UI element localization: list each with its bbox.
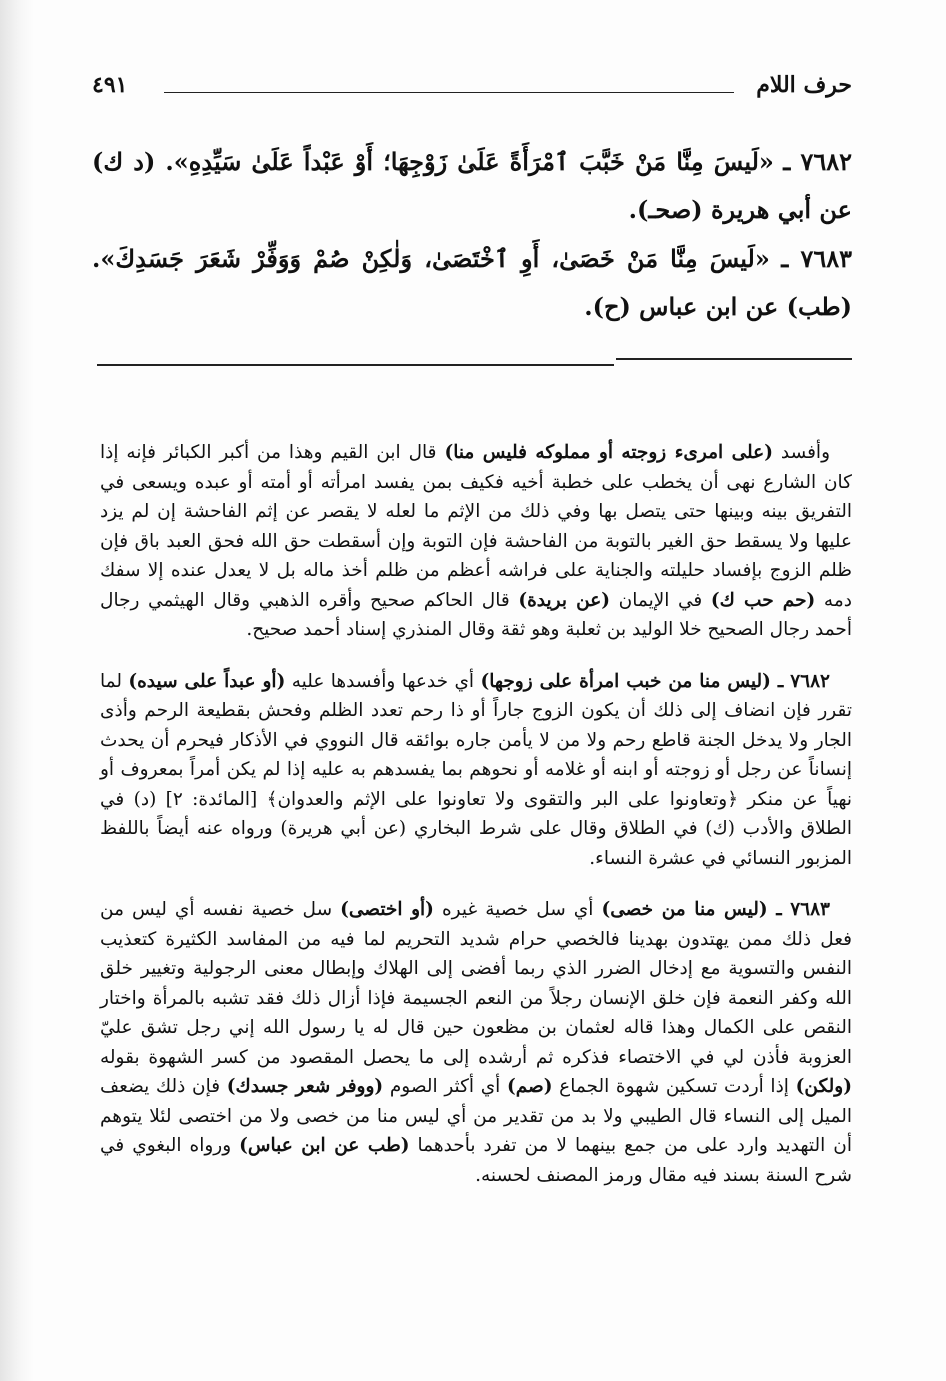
separator-line-left <box>97 364 614 366</box>
narrator: (عن بريدة) <box>518 589 611 611</box>
footnote-separator <box>97 356 852 370</box>
commentary-paragraph-1 <box>100 438 852 645</box>
hadith-number: ٧٦٨٢ ـ <box>770 670 830 692</box>
quoted-text: (أو اختصى) <box>340 899 434 920</box>
hadith-number: ٧٦٨٣ ـ <box>767 899 830 920</box>
quoted-text: (ووفر شعر جسدك) <box>226 1076 384 1097</box>
separator-line-right <box>616 358 852 360</box>
text-run: سل خصية نفسه أي ليس من فعل ذلك ممن يهتدون بهدينا فالخصي حرام شديد التحريم لما فيه من المفاسد الكثيرة كتعذيب النفس والتسوية مع إدخال الضرر الذي ربما أفضى إلى الهلاك وإبطال معنى الرجولية وتغيير خلق الله وكفر النعمة فإن خلق الإنسان رجلاً من النعم الجسيمة فإذا أزال ذلك فقد تشبه بالمرأة واختار النقص على الكمال وهذا قاله لعثمان بن مظعون حين قال له يا رسول الله إني رجل تشق عليّ العزوبة فأذن لي في الاختصاء فذكره ثم أرشده إلى ما يحصل المقصود من كسر الشهوة بقوله <box>100 899 852 1068</box>
text-run: أي خدعها وأفسدها عليه <box>285 670 481 692</box>
commentary-paragraph-7683 <box>100 895 852 1190</box>
text-run: لما تقرر فإن انضاف إلى ذلك أن يكون الزوج جاراً أو ذا رحم تعدد الظلم وفحش بقطيعة الرحم وأذى الجار ولا يدخل الجنة قاطع رحم ولا من لا يأمن جاره بوائقه قال النووي في الأذكار فيحرم أن يحدث إنساناً عن رجل أو زوجته أو ابنه أو غلامه أو نحوهم بما يفسدهم به عليه إذا لم يكن أمراً بمعروف أو نهياً عن منكر ﴿وتعاونوا على البر والتقوى ولا تعاونوا على الإثم والعدوان﴾ [المائدة: ٢] (د) في الطلاق والأدب (ك) في الطلاق وقال على شرط البخاري (عن أبي هريرة) ورواه عنه أيضاً باللفظ المزبور النسائي في عشرة النساء. <box>100 670 852 869</box>
quoted-text: (صم) <box>506 1076 553 1097</box>
text-run: ورواه البغوي في شرح السنة بسند فيه مقال ورمز المصنف لحسنه. <box>100 1135 852 1186</box>
text-run: قال الحاكم صحيح وأقره الذهبي وقال الهيثمي رجال أحمد رجال الصحيح خلا الوليد بن ثعلبة وهو ثقة وقال المنذري إسناد أحمد صحيح. <box>100 589 852 640</box>
source-code: (حم حب ك) <box>710 589 816 611</box>
page-header <box>92 72 852 112</box>
text-run: أي سل خصية غيره <box>433 899 602 920</box>
text-run: في الإيمان <box>610 589 711 611</box>
source-code: (طب عن ابن عباس) <box>239 1135 410 1156</box>
text-run: فإن ذلك يضعف الميل إلى النساء قال الطيبي ولا بد من تقدير من أي ليس منا من خصى ولا من اختصى لئلا يتوهم أن التهديد وارد على من جمع بينهما لا من تفرد بأحدهما <box>100 1076 852 1156</box>
hadith-text: «لَيسَ مِنَّا مَنْ خَبَّبَ ٱمْرَأَةً عَلَىٰ زَوْجِهَا؛ أَوْ عَبْداً عَلَىٰ سَيِّدِهِ». (د ك) عن أبي هريرة (صحـ). <box>92 147 852 224</box>
commentary-paragraph-7682 <box>100 667 852 874</box>
page-binding-shadow <box>0 0 34 1381</box>
hadith-number: ٧٦٨٣ ـ <box>781 244 852 273</box>
quoted-text: (ليس منا من خبب امرأة على زوجها) <box>480 670 771 692</box>
hadith-text: «لَيسَ مِنَّا مَنْ خَصَىٰ، أَوِ ٱخْتَصَىٰ، وَلٰكِنْ صُمْ وَوَفِّرْ شَعَرَ جَسَدِكَ». (طب) عن ابن عباس (ح). <box>92 244 852 321</box>
page-number: ٤٩١ <box>92 72 128 98</box>
chapter-title: حرف اللام <box>756 72 852 98</box>
text-run: قال ابن القيم وهذا من أكبر الكبائر فإنه إذا كان الشارع نهى أن يخطب على خطبة أخيه فكيف بمن يفسد امرأته أو أمته أو عبده ويسعى في التفريق بينه وبينها حتى يتصل بها وفي ذلك من الإثم ما لعله لا يقصر عن إثم الفاحشة إن لم يزد عليها ولا يسقط حق الغير بالتوبة من الفاحشة فإن التوبة وإن أسقطت حق الله فحق العبد باق فإن ظلم الزوج بإفساد حليلته والجناية على فراشه أعظم من ظلم أخذ ماله بل لا يعدل عنده إلا سفك دمه <box>100 442 852 611</box>
quoted-text: (ولكن) <box>795 1076 852 1097</box>
text-run: إذا أردت تسكين شهوة الجماع <box>552 1076 796 1097</box>
header-rule <box>164 92 734 93</box>
quoted-text: (على امرىء زوجته أو مملوكه فليس منا) <box>444 442 773 463</box>
commentary-block <box>100 438 852 1212</box>
text-run: وأفسد <box>772 442 830 463</box>
text-run: أي أكثر الصوم <box>383 1076 507 1097</box>
hadith-7682 <box>92 138 852 234</box>
quoted-text: (أو عبداً على سيده) <box>128 670 286 692</box>
hadith-7683 <box>92 235 852 331</box>
quoted-text: (ليس منا من خصى) <box>601 899 768 920</box>
hadith-number: ٧٦٨٢ ـ <box>783 147 853 176</box>
